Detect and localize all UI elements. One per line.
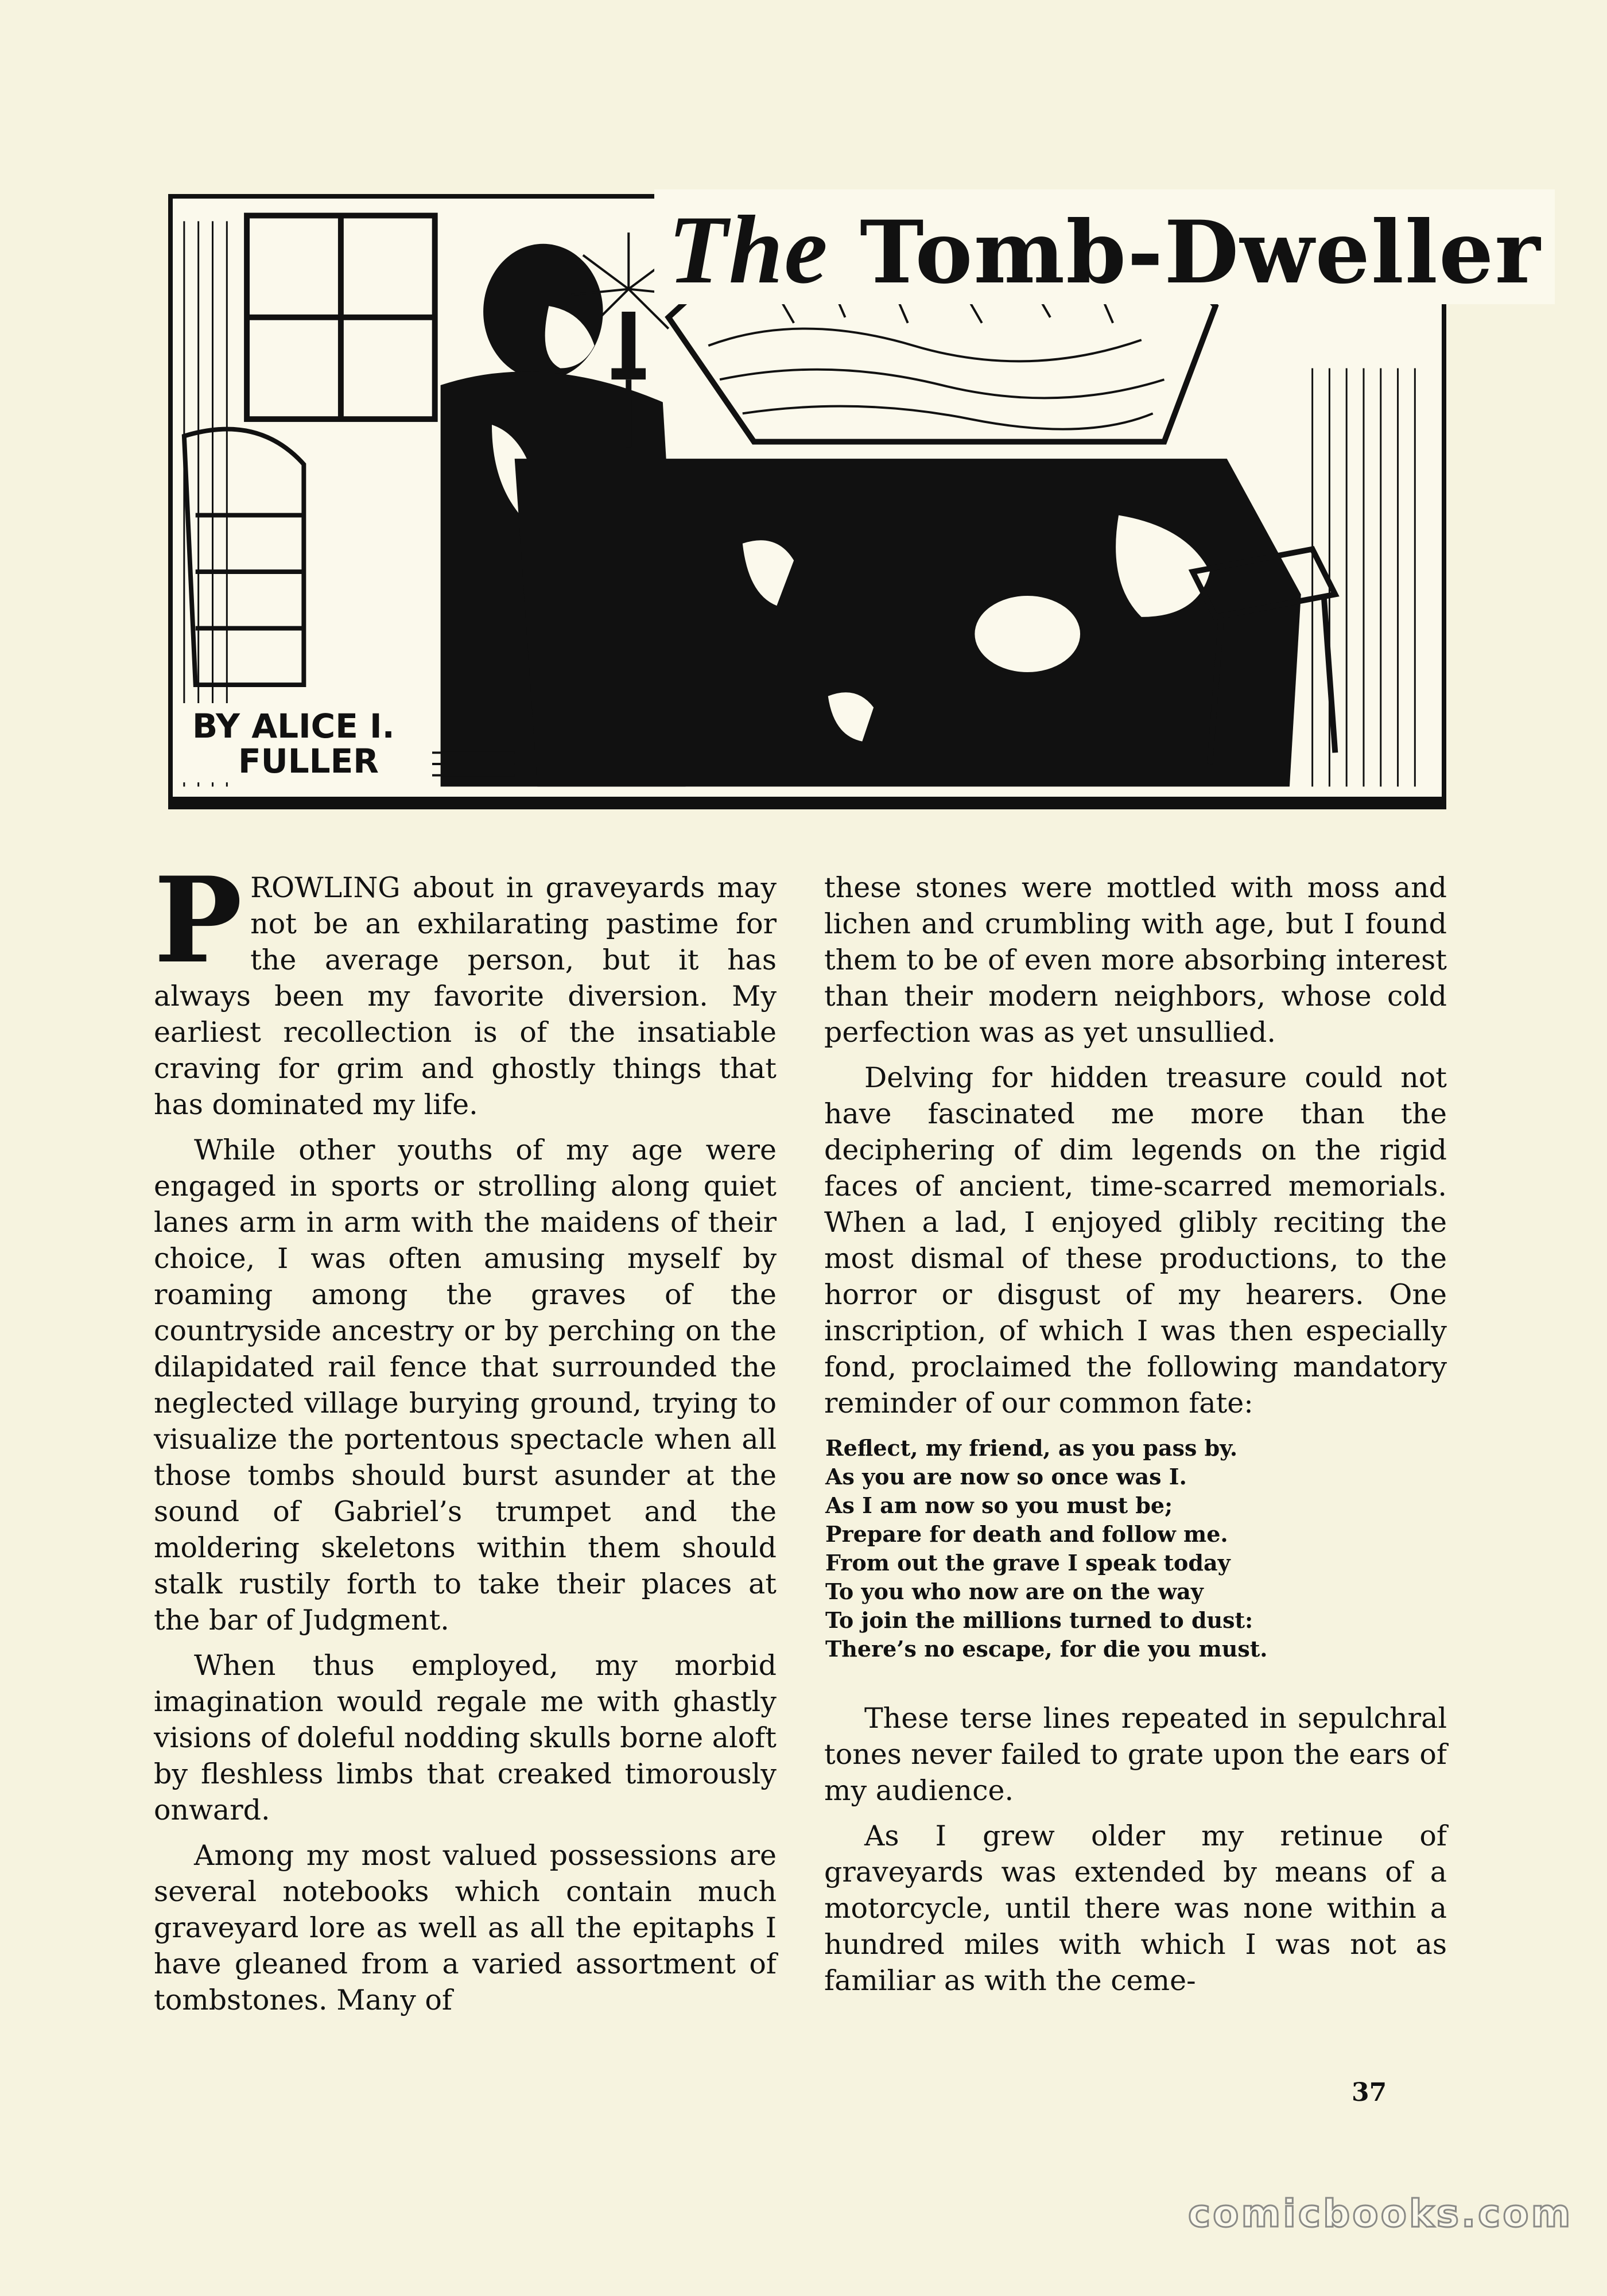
paragraph-2: While other youths of my age were engaged in sports or strolling along quiet lanes arm in arm with the maidens of their choice, I was often amusing myself by roaming among the graves of the countryside ancestry or by perching on the dilapidated rail fence that surrounded the neglected village burying ground, trying to visualize the portentous spectacle when all those tombs should burst asunder at the sound of Gabriel’s trumpet and the moldering skeletons within them should stalk rustily forth to take their places at the bar of Judgment.	[154, 1134, 777, 1636]
paragraph-1	[154, 852, 777, 1123]
paragraph-1-text: ROWLING about in graveyards may not be an exhilarating pastime for the average person, but it has always been my favorite diversion. My earliest recollection is of the insatiable craving for grim and ghostly things that has dominated my life.	[154, 871, 777, 1121]
poem-line: There’s no escape, for die you must.	[825, 1636, 1268, 1662]
epitaph-poem	[824, 1434, 1447, 1663]
poem-line: As I am now so you must be;	[825, 1492, 1173, 1518]
paragraph-7: These terse lines repeated in sepulchral tones never failed to grate upon the ears of my audience.	[824, 1702, 1447, 1807]
poem-line: As you are now so once was I.	[825, 1464, 1187, 1490]
left-column	[154, 852, 777, 2027]
watermark: comicbooks.com	[1188, 2192, 1573, 2236]
poem-line: To join the millions turned to dust:	[825, 1607, 1253, 1633]
poem-line: From out the grave I speak today	[825, 1550, 1231, 1576]
paragraph-3: When thus employed, my morbid imagination would regale me with ghastly visions of doleful nodding skulls borne aloft by fleshless limbs that creaked timorously onward.	[154, 1649, 777, 1826]
story-title-the: The	[668, 196, 829, 304]
drop-cap: P	[154, 852, 243, 990]
poem-line: Reflect, my friend, as you pass by.	[825, 1435, 1238, 1461]
poem-line: Prepare for death and follow me.	[825, 1521, 1228, 1547]
byline-line-2: FULLER	[238, 741, 379, 781]
paragraph-6: Delving for hidden treasure could not have fascinated me more than the deciphering of dim legends on the rigid faces of ancient, time-scarred memorials. When a lad, I enjoyed glibly reciting the most dismal of these productions, to the horror or disgust of my hearers. One inscription, of which I was then especially fond, proclaimed the following mandatory reminder of our common fate:	[824, 1061, 1447, 1420]
byline-line-1: BY ALICE I.	[192, 707, 395, 746]
poem-line: To you who now are on the way	[825, 1578, 1204, 1604]
paragraph-5: these stones were mottled with moss and lichen and crumbling with age, but I found them to be of even more absorbing interest than their modern neighbors, whose cold perfection was as yet unsullied.	[824, 871, 1447, 1049]
story-title	[654, 189, 1555, 304]
right-column	[824, 870, 1447, 2008]
byline	[175, 703, 432, 782]
story-title-main: Tomb-Dweller	[860, 202, 1542, 303]
page-number: 37	[1352, 2078, 1387, 2107]
illustration-bottom-rule	[168, 797, 1446, 809]
paragraph-8: As I grew older my retinue of graveyards was extended by means of a motorcycle, until there was none within a hundred miles with which I was not as familiar as with the ceme-	[824, 1820, 1447, 1997]
paragraph-4: Among my most valued possessions are several notebooks which contain much graveyard lore as well as all the epitaphs I have gleaned from a varied assortment of tombstones. Many of	[154, 1839, 777, 2016]
